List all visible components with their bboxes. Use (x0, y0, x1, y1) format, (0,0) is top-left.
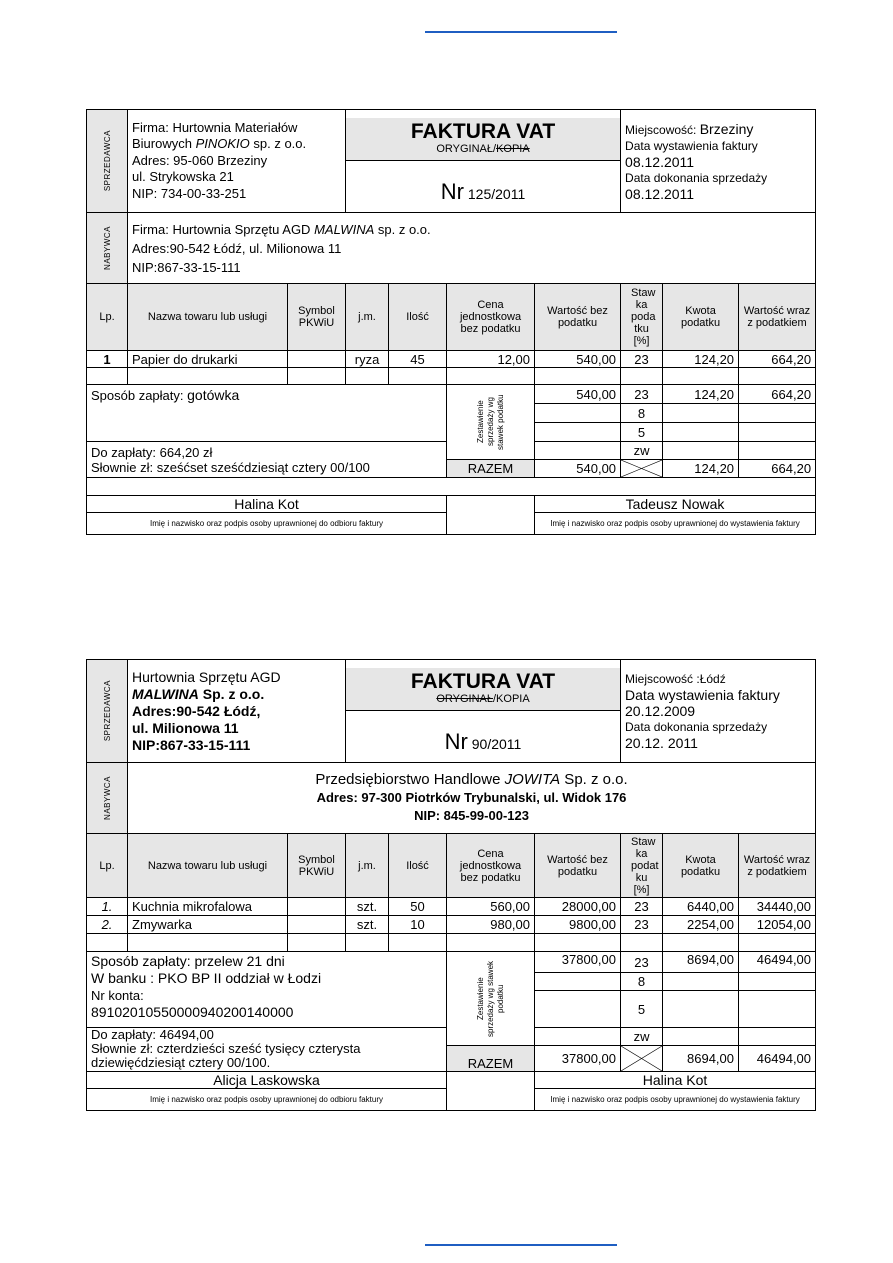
summary-note: Zestawienie sprzedaży wg stawek podatku (475, 394, 505, 450)
issue-date: 08.12.2011 (625, 153, 695, 170)
table-row (87, 898, 816, 916)
table-row (87, 916, 816, 934)
receiver-name: Alicja Laskowska (87, 1072, 447, 1089)
col-rate: Staw ka podat ku [%] (621, 834, 663, 898)
amount-words-2: dziewięćdziesiąt cztery 00/100. (91, 1055, 271, 1070)
invoice-title: FAKTURA VAT (410, 669, 556, 693)
original-copy: ORYGINAŁ/KOPIA (436, 692, 530, 705)
amount-due: Do zapłaty: 664,20 zł (91, 444, 213, 460)
item-price: 980,00 (447, 916, 535, 934)
item-name: Papier do drukarki (128, 351, 288, 368)
sum23-gross: 664,20 (739, 385, 816, 404)
sum23-tax: 124,20 (663, 385, 739, 404)
dates-cell (621, 660, 816, 763)
amount-due: Do zapłaty: 46494,00 (91, 1027, 214, 1042)
invoice-title: FAKTURA VAT (410, 119, 556, 143)
cross-icon (621, 1046, 663, 1072)
seller-name-1: Hurtownia Sprzętu AGD (132, 668, 281, 685)
account-number: 89102010550000940200140000 (91, 1004, 294, 1020)
seller-address-2: ul. Milionowa 11 (132, 719, 239, 736)
buyer-label-cell (87, 763, 128, 834)
col-price: Cena jednostkowa bez podatku (447, 284, 535, 351)
sum23-gross: 46494,00 (739, 952, 816, 973)
rate-5: 5 (621, 423, 663, 442)
table-row (87, 368, 816, 385)
item-gross: 34440,00 (739, 898, 816, 916)
title-cell (346, 660, 621, 763)
buyer-label: NABYWCA (102, 776, 112, 820)
place: Miejscowość :Łódź (625, 672, 726, 686)
sale-date-label: Data dokonania sprzedaży (625, 170, 768, 185)
sum23-tax: 8694,00 (663, 952, 739, 973)
seller-label: SPRZEDAWCA (102, 130, 112, 192)
col-qty: Ilość (389, 834, 447, 898)
issue-date: Data wystawienia faktury 20.12.2009 (625, 687, 780, 719)
seller-nip: NIP: 734-00-33-251 (132, 185, 247, 201)
invoice-1 (86, 109, 816, 535)
original-copy: ORYGINAŁ/KOPIA (436, 142, 530, 155)
col-jm: j.m. (346, 834, 389, 898)
buyer-info (128, 213, 816, 284)
col-net: Wartość bez podatku (535, 834, 621, 898)
seller-name-2: MALWINA Sp. z o.o. (132, 685, 265, 702)
item-name: Kuchnia mikrofalowa (128, 898, 288, 916)
item-jm: szt. (346, 898, 389, 916)
item-lp: 1 (87, 351, 128, 368)
item-price: 12,00 (447, 351, 535, 368)
col-name: Nazwa towaru lub usługi (128, 834, 288, 898)
issuer-name: Tadeusz Nowak (535, 496, 816, 513)
razem-net: 540,00 (535, 460, 621, 478)
seller-info (128, 660, 346, 763)
item-qty: 50 (389, 898, 447, 916)
rate-23: 23 (621, 385, 663, 404)
rate-5: 5 (621, 991, 663, 1028)
item-rate: 23 (621, 916, 663, 934)
item-rate: 23 (621, 898, 663, 916)
top-rule (425, 31, 617, 33)
buyer-name: Firma: Hurtownia Sprzętu AGD MALWINA sp. z o.o. (132, 221, 431, 237)
item-tax: 2254,00 (663, 916, 739, 934)
razem-label: RAZEM (447, 1046, 535, 1072)
item-qty: 45 (389, 351, 447, 368)
item-gross: 664,20 (739, 351, 816, 368)
buyer-name: Przedsiębiorstwo Handlowe JOWITA Sp. z o.o. (315, 771, 628, 788)
sale-date-label: Data dokonania sprzedaży (625, 720, 768, 734)
rate-8: 8 (621, 973, 663, 991)
payment-method: gotówka (187, 387, 240, 403)
buyer-label-cell (87, 213, 128, 284)
bank: W banku : PKO BP II oddział w Łodzi (91, 970, 322, 986)
bottom-rule (425, 1244, 617, 1246)
sum23-net: 540,00 (535, 385, 621, 404)
rate-zw: zw (621, 442, 663, 460)
rate-zw: zw (621, 1028, 663, 1046)
item-lp: 1. (87, 898, 128, 916)
seller-label-cell (87, 660, 128, 763)
item-name: Zmywarka (128, 916, 288, 934)
seller-name-1: Firma: Hurtownia Materiałów (132, 119, 298, 135)
col-tax: Kwota podatku (663, 834, 739, 898)
col-jm: j.m. (346, 284, 389, 351)
col-tax: Kwota podatku (663, 284, 739, 351)
sale-date: 20.12. 2011 (625, 735, 698, 751)
buyer-label: NABYWCA (102, 226, 112, 270)
spacer-row (87, 478, 816, 496)
items-header (87, 834, 816, 898)
col-lp: Lp. (87, 284, 128, 351)
buyer-address: Adres:90-542 Łódź, ul. Milionowa 11 (132, 240, 342, 256)
col-pkwiu: Symbol PKWiU (288, 834, 346, 898)
col-name: Nazwa towaru lub usługi (128, 284, 288, 351)
buyer-info (128, 763, 816, 834)
due-cell (87, 1028, 447, 1072)
col-lp: Lp. (87, 834, 128, 898)
due-cell (87, 442, 447, 478)
col-price: Cena jednostkowa bez podatku (447, 834, 535, 898)
issuer-caption: Imię i nazwisko oraz podpis osoby uprawnionej do wystawienia faktury (535, 513, 816, 535)
rate-23: 23 (621, 952, 663, 973)
item-net: 9800,00 (535, 916, 621, 934)
seller-nip: NIP:867-33-15-111 (132, 736, 251, 753)
razem-label: RAZEM (447, 460, 535, 478)
item-net: 28000,00 (535, 898, 621, 916)
amount-words-1: Słownie zł: czterdzieści sześć tysięcy czterysta (91, 1041, 361, 1056)
receiver-name: Halina Kot (87, 496, 447, 513)
dates-cell (621, 110, 816, 213)
seller-address-1: Adres:90-542 Łódź, (132, 702, 261, 719)
item-pkwiu (288, 351, 346, 368)
issuer-caption: Imię i nazwisko oraz podpis osoby uprawnionej do wystawienia faktury (535, 1089, 816, 1111)
table-row (87, 351, 816, 368)
amount-words: Słownie zł: sześćset sześćdziesiąt cztery 00/100 (91, 459, 370, 475)
items-header (87, 284, 816, 351)
receiver-caption: Imię i nazwisko oraz podpis osoby uprawnionej do odbioru faktury (87, 1089, 447, 1111)
buyer-nip: NIP:867-33-15-111 (132, 259, 241, 275)
item-rate: 23 (621, 351, 663, 368)
account-label: Nr konta: (91, 988, 144, 1003)
item-tax: 6440,00 (663, 898, 739, 916)
col-pkwiu: Symbol PKWiU (288, 284, 346, 351)
seller-label: SPRZEDAWCA (102, 680, 112, 742)
summary-note: Zestawienie sprzedaży wg stawek podatku (475, 960, 505, 1037)
buyer-nip: NIP: 845-99-00-123 (414, 808, 529, 823)
invoice-number: Nr 90/2011 (444, 728, 522, 754)
payment-cell: Sposób zapłaty: gotówka (87, 385, 447, 442)
invoice-2 (86, 659, 816, 1111)
razem-tax: 8694,00 (663, 1046, 739, 1072)
sum23-net: 37800,00 (535, 952, 621, 973)
seller-address-2: ul. Strykowska 21 (132, 169, 234, 185)
issue-date-label: Data wystawienia faktury (625, 138, 758, 153)
table-row (87, 934, 816, 952)
razem-gross: 664,20 (739, 460, 816, 478)
item-jm: ryza (346, 351, 389, 368)
col-qty: Ilość (389, 284, 447, 351)
seller-name-2: Biurowych PINOKIO sp. z o.o. (132, 136, 307, 152)
item-qty: 10 (389, 916, 447, 934)
summary-note-cell (447, 952, 535, 1046)
issuer-name: Halina Kot (535, 1072, 816, 1089)
receiver-caption: Imię i nazwisko oraz podpis osoby uprawnionej do odbioru faktury (87, 513, 447, 535)
razem-net: 37800,00 (535, 1046, 621, 1072)
razem-tax: 124,20 (663, 460, 739, 478)
item-tax: 124,20 (663, 351, 739, 368)
col-net: Wartość bez podatku (535, 284, 621, 351)
payment-cell (87, 952, 447, 1028)
buyer-address: Adres: 97-300 Piotrków Trybunalski, ul. Widok 176 (316, 790, 627, 805)
payment-method: Sposób zapłaty: przelew 21 dni (91, 953, 285, 969)
item-jm: szt. (346, 916, 389, 934)
cross-icon (621, 460, 663, 478)
seller-info (128, 110, 346, 213)
razem-gross: 46494,00 (739, 1046, 816, 1072)
sale-date: 08.12.2011 (625, 185, 695, 202)
item-lp: 2. (87, 916, 128, 934)
col-gross: Wartość wraz z podatkiem (739, 834, 816, 898)
invoice-number: Nr 125/2011 (440, 178, 526, 204)
place: Miejscowość: Brzeziny (625, 120, 754, 137)
item-price: 560,00 (447, 898, 535, 916)
col-rate: Staw ka poda tku [%] (621, 284, 663, 351)
seller-label-cell (87, 110, 128, 213)
item-gross: 12054,00 (739, 916, 816, 934)
item-net: 540,00 (535, 351, 621, 368)
seller-address-1: Adres: 95-060 Brzeziny (132, 152, 268, 168)
rate-8: 8 (621, 404, 663, 423)
col-gross: Wartość wraz z podatkiem (739, 284, 816, 351)
title-cell (346, 110, 621, 213)
summary-note-cell (447, 385, 535, 460)
